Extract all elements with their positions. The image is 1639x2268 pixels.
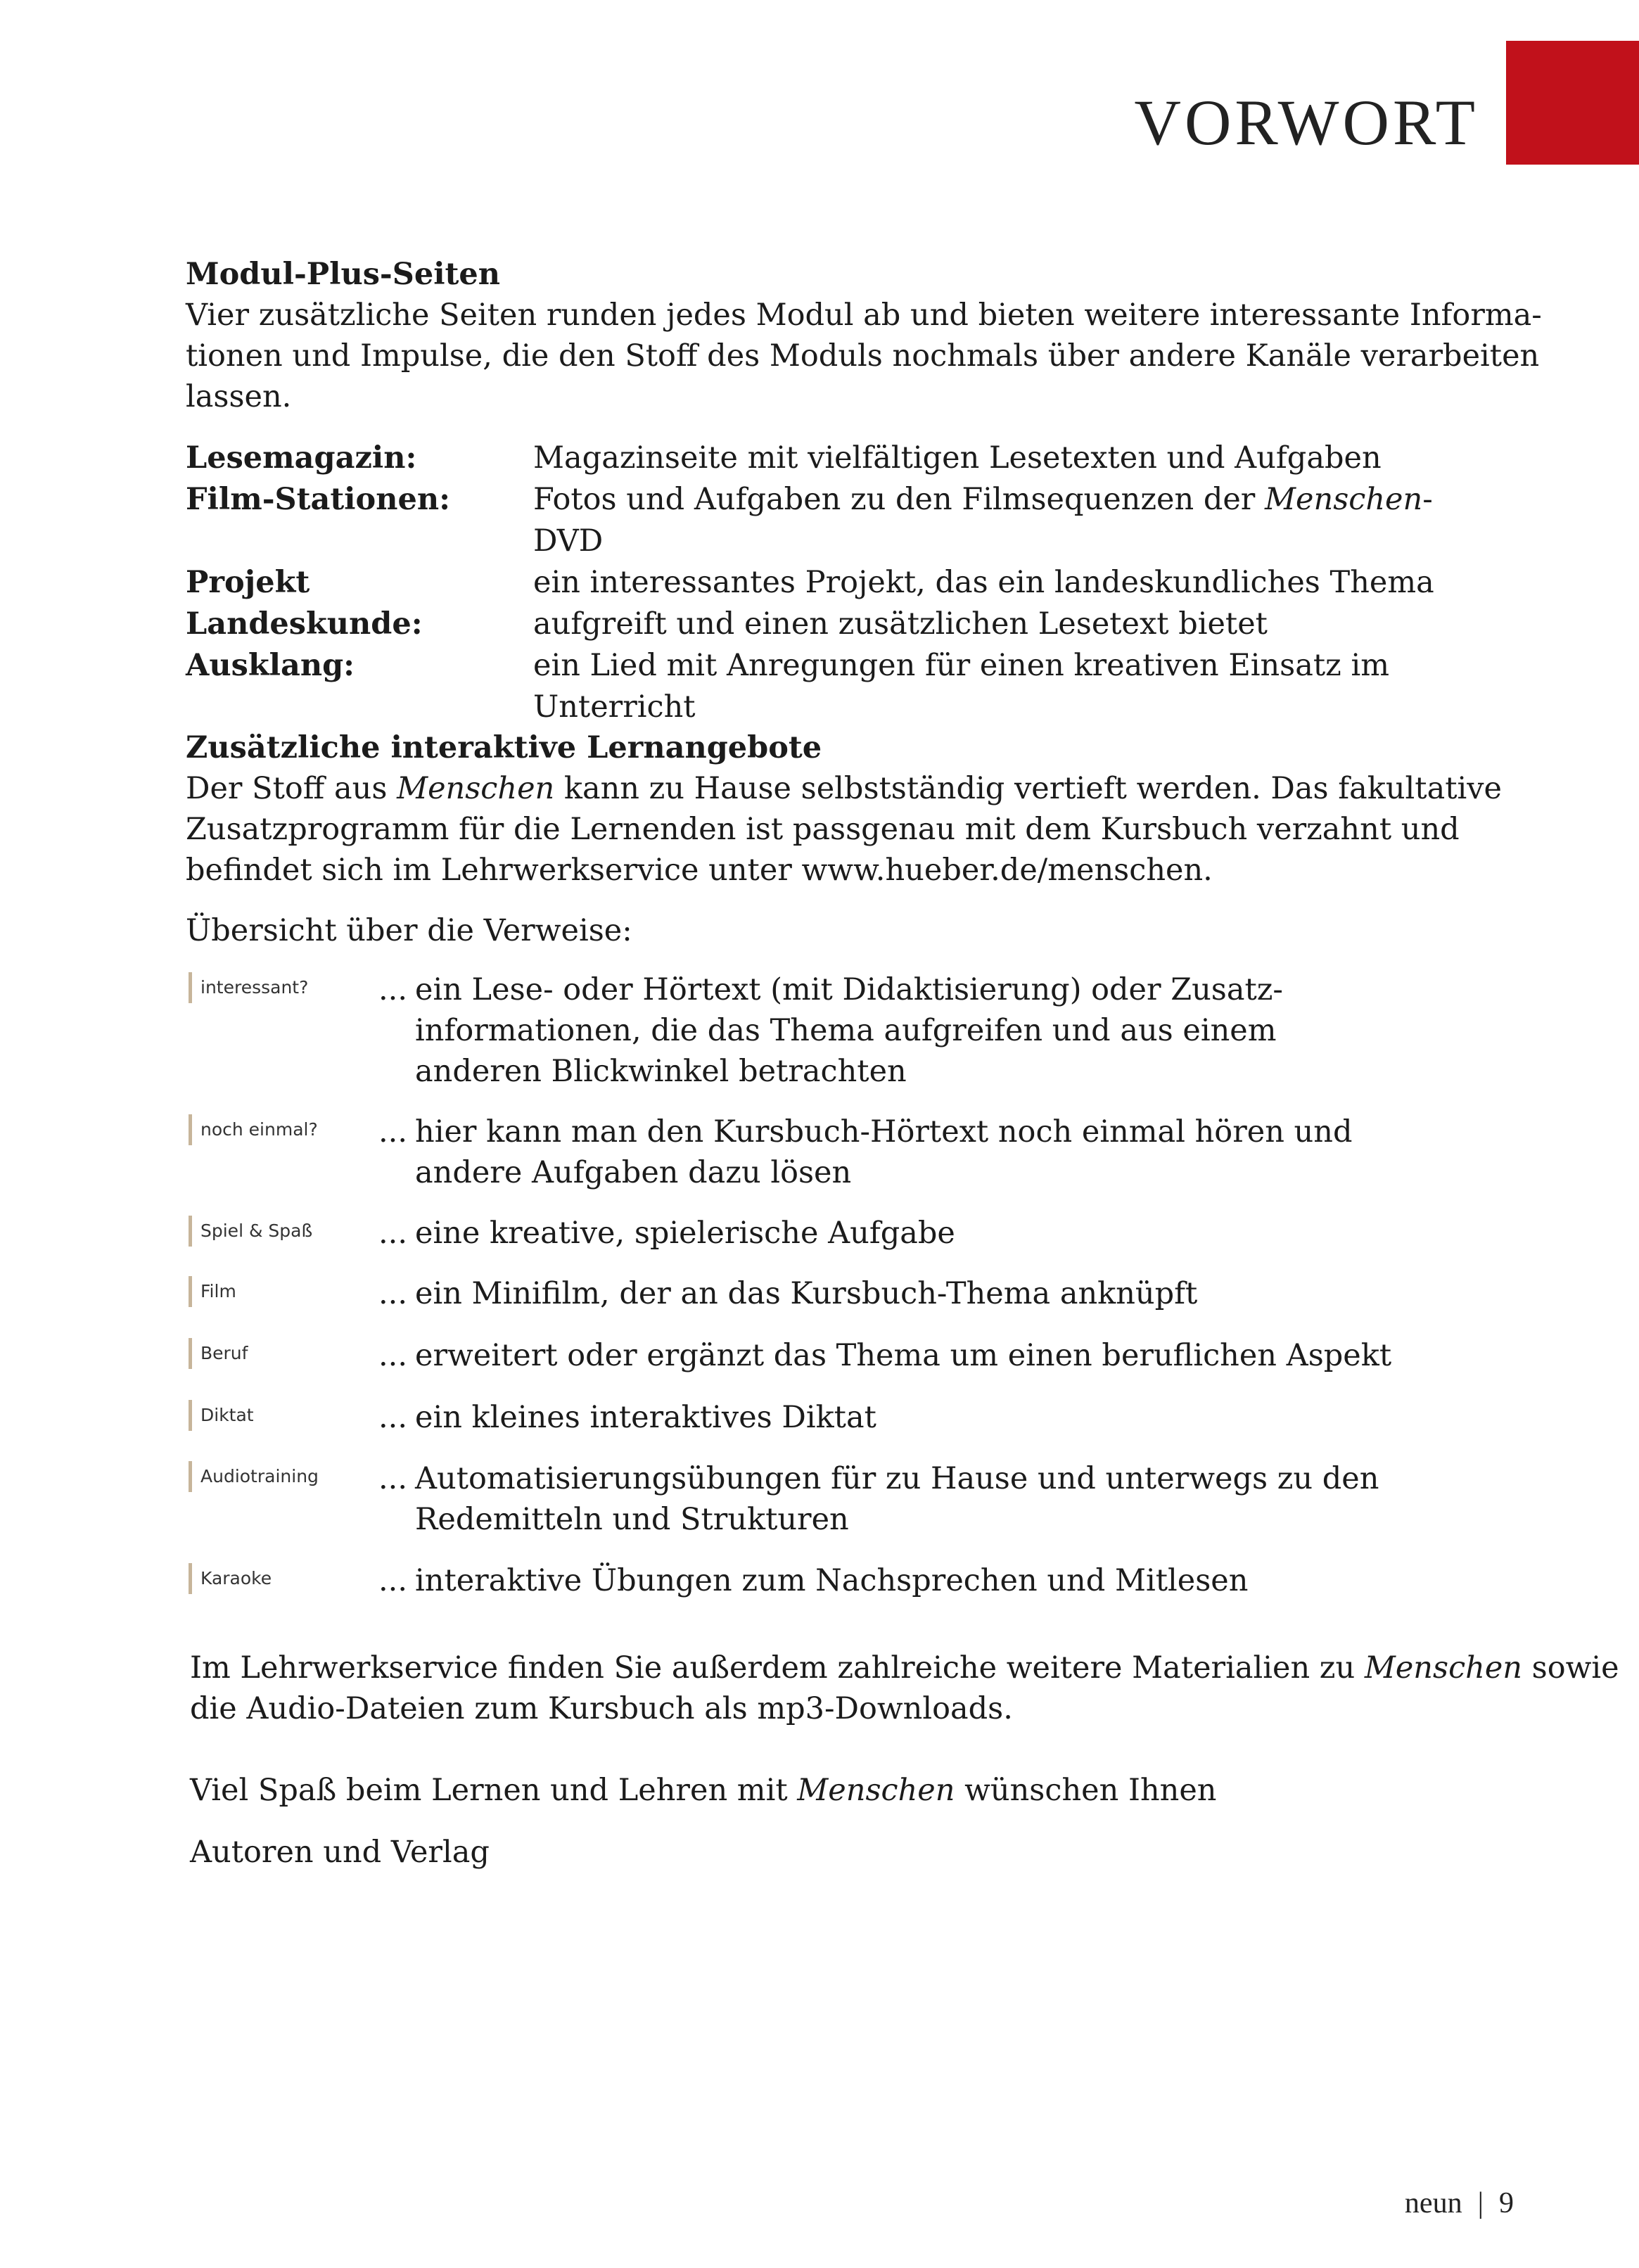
reference-line: ... Automatisierungsübungen für zu Hause und unterwegs zu den	[378, 1458, 1476, 1499]
closing-wish: Viel Spaß beim Lernen und Lehren mit Menschen wünschen Ihnen	[190, 1773, 1217, 1808]
interactive-intro-line: Der Stoff aus Menschen kann zu Hause selbstständig vertieft werden. Das fakultative	[186, 771, 1502, 806]
reference-line: ... ein Lese- oder Hörtext (mit Didaktisierung) oder Zusatz-	[378, 969, 1476, 1010]
reference-tag: Audiotraining	[189, 1461, 319, 1492]
section-color-tab	[1506, 41, 1639, 165]
interactive-intro-line: befindet sich im Lehrwerkservice unter www.hueber.de/menschen.	[186, 853, 1213, 888]
definition-row	[186, 562, 1448, 645]
reference-description	[378, 1111, 1476, 1193]
definition-row	[186, 479, 1448, 562]
reference-description	[378, 1397, 1476, 1438]
page-separator: |	[1477, 2187, 1484, 2219]
ellipsis: ...	[378, 972, 408, 1007]
book-title-emphasis: Menschen	[397, 771, 555, 806]
ellipsis: ...	[378, 1563, 408, 1598]
reference-tag: Spiel & Spaß	[189, 1216, 312, 1247]
definition-term: Projekt Landeskunde:	[186, 565, 423, 642]
definition-description	[533, 479, 1448, 562]
modul-plus-heading: Modul-Plus-Seiten	[186, 257, 501, 292]
interactive-heading: Zusätzliche interaktive Lernangebote	[186, 730, 822, 765]
reference-description	[378, 969, 1476, 1092]
page-number	[1405, 2186, 1514, 2220]
reference-line: andere Aufgaben dazu lösen	[415, 1155, 852, 1190]
ellipsis: ...	[378, 1400, 408, 1435]
modul-plus-intro-line: lassen.	[186, 379, 292, 414]
reference-tag: interessant?	[189, 972, 308, 1003]
reference-line: anderen Blickwinkel betrachten	[415, 1054, 907, 1089]
reference-tag: noch einmal?	[189, 1114, 318, 1145]
reference-line: ... eine kreative, spielerische Aufgabe	[378, 1213, 1476, 1254]
definition-description	[533, 438, 1448, 479]
reference-line: ... hier kann man den Kursbuch-Hörtext noch einmal hören und	[378, 1111, 1476, 1152]
book-title-emphasis: Menschen	[1364, 1650, 1522, 1686]
definition-line: Fotos und Aufgaben zu den Filmsequenzen der Menschen-DVD	[533, 482, 1433, 559]
service-line: Im Lehrwerkservice finden Sie außerdem zahlreiche weitere Materialien zu Menschen sowie	[190, 1650, 1619, 1686]
page-title: VORWORT	[1134, 87, 1479, 158]
interactive-section	[186, 727, 1502, 891]
modul-plus-intro-line: Vier zusätzliche Seiten runden jedes Modul ab und bieten weitere interessante Informa-	[186, 298, 1542, 333]
overview-label: Übersicht über die Verweise:	[186, 913, 632, 948]
reference-line: Redemitteln und Strukturen	[415, 1502, 849, 1537]
definition-line: ein Lied mit Anregungen für einen kreativen Einsatz im	[533, 648, 1390, 683]
ellipsis: ...	[378, 1114, 408, 1149]
ellipsis: ...	[378, 1338, 408, 1373]
service-line: die Audio-Dateien zum Kursbuch als mp3-Downloads.	[190, 1691, 1013, 1726]
ellipsis: ...	[378, 1461, 408, 1496]
ellipsis: ...	[378, 1216, 408, 1251]
definition-term: Film-Stationen:	[186, 482, 450, 517]
reference-line: ... ein kleines interaktives Diktat	[378, 1397, 1476, 1438]
interactive-intro-line: Zusatzprogramm für die Lernenden ist passgenau mit dem Kursbuch verzahnt und	[186, 812, 1460, 847]
book-title-emphasis: Menschen	[797, 1773, 955, 1808]
definition-term: Ausklang:	[186, 648, 355, 683]
reference-description	[378, 1273, 1476, 1314]
reference-tag: Beruf	[189, 1338, 248, 1369]
reference-line: ... ein Minifilm, der an das Kursbuch-Thema anknüpft	[378, 1273, 1476, 1314]
definition-description	[533, 645, 1448, 728]
reference-line: ... interaktive Übungen zum Nachsprechen und Mitlesen	[378, 1560, 1476, 1601]
reference-line: ... erweitert oder ergänzt das Thema um einen beruflichen Aspekt	[378, 1335, 1476, 1376]
book-title-emphasis: Menschen	[1265, 482, 1423, 517]
definition-line: ein interessantes Projekt, das ein landeskundliches Thema	[533, 565, 1434, 600]
page-digit: 9	[1499, 2187, 1514, 2219]
modul-plus-section	[186, 254, 1542, 417]
ellipsis: ...	[378, 1276, 408, 1311]
definition-line: aufgreift und einen zusätzlichen Lesetext bietet	[533, 606, 1268, 642]
reference-tag: Film	[189, 1276, 236, 1307]
signature: Autoren und Verlag	[190, 1835, 490, 1870]
reference-description	[378, 1560, 1476, 1601]
definition-description	[533, 562, 1448, 645]
reference-line: informationen, die das Thema aufgreifen und aus einem	[415, 1013, 1277, 1048]
reference-description	[378, 1335, 1476, 1376]
modul-plus-intro-line: tionen und Impulse, die den Stoff des Moduls nochmals über andere Kanäle verarbeiten	[186, 338, 1540, 374]
definition-term: Lesemagazin:	[186, 440, 417, 476]
modul-plus-definition-list	[186, 438, 1448, 728]
definition-row	[186, 438, 1448, 479]
definition-row	[186, 645, 1448, 728]
definition-line: Magazinseite mit vielfältigen Lesetexten und Aufgaben	[533, 440, 1382, 476]
definition-line: Unterricht	[533, 689, 696, 725]
reference-description	[378, 1458, 1476, 1540]
reference-tag: Karaoke	[189, 1563, 272, 1594]
page-word: neun	[1404, 2187, 1462, 2219]
reference-description	[378, 1213, 1476, 1254]
reference-tag: Diktat	[189, 1400, 254, 1431]
